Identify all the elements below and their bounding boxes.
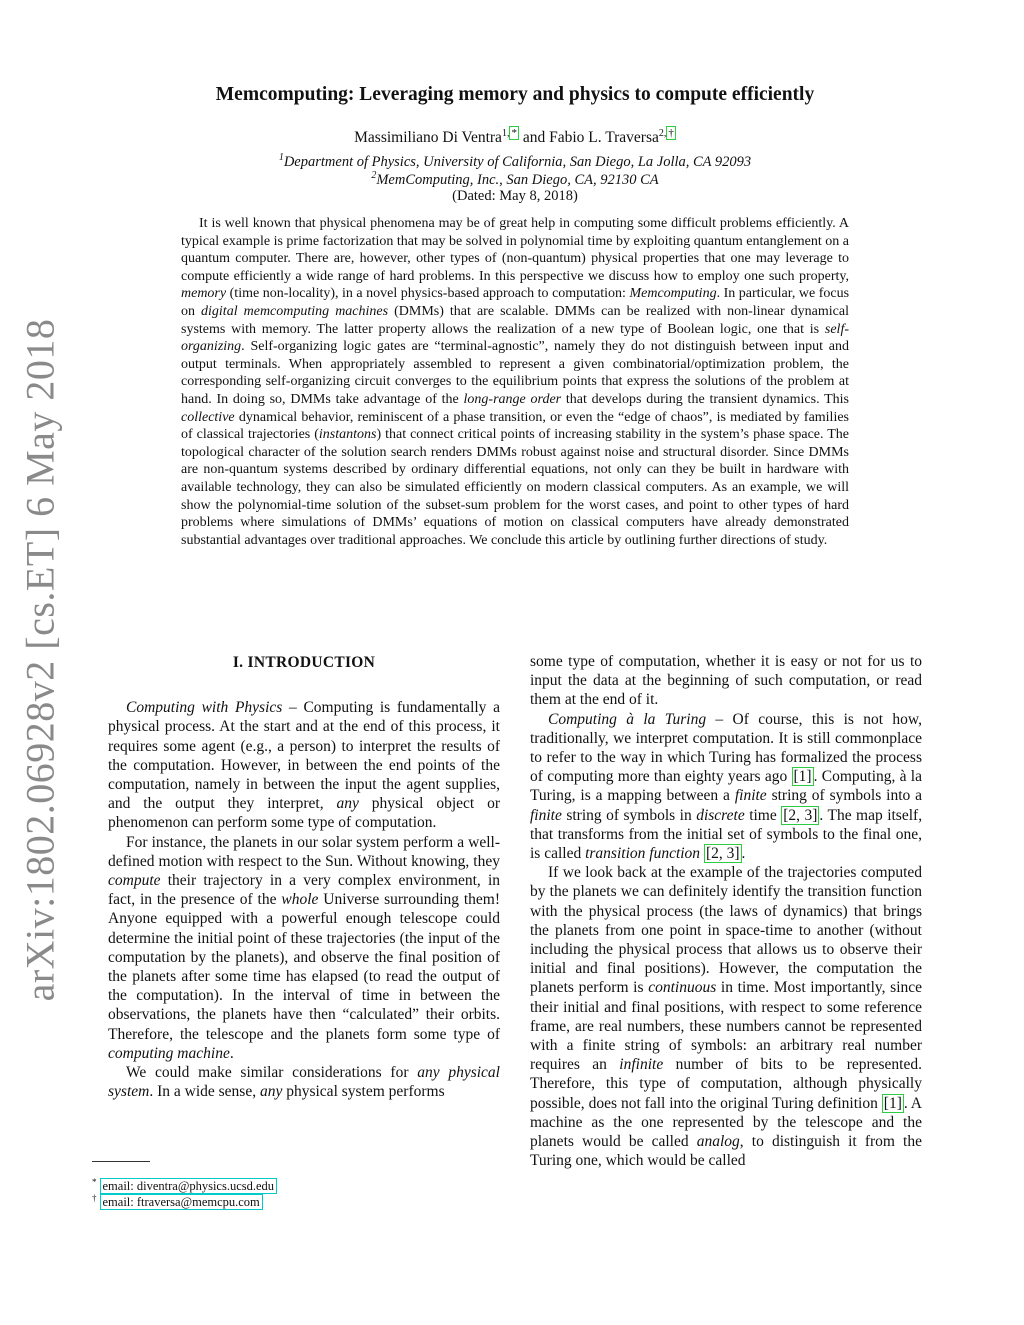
intro-paragraph-3 [108,1063,500,1101]
citation-link[interactable]: [1] [883,1094,902,1112]
intro-paragraph-1 [108,698,500,832]
abstract-emph: Memcomputing [629,286,717,302]
abstract-text: (time non-locality), in a novel physics-based approach to computation: [229,286,626,302]
paper-title: Memcomputing: Leveraging memory and physics to compute efficiently [215,84,815,105]
abstract [181,215,849,549]
continued-paragraph: some type of computation, whether it is easy or not for us to input the data at the beginning of such computation, or read them at the end of it. [530,653,922,709]
affiliation-1-text: Department of Physics, University of California, San Diego, La Jolla, CA 92093 [283,153,752,170]
footnote-1 [92,1177,277,1194]
dated-line: (Dated: May 8, 2018) [452,188,578,204]
author-1-affil: 1, [501,128,510,139]
body-emph: transition function [585,845,701,863]
author-and: and [522,129,546,147]
footnote-rule [92,1161,150,1162]
citation-link[interactable]: [2, 3] [783,806,818,824]
body-text: Of course, this is not how, traditionally, we interpret computation. It is still commonplace to refer to the way in which Turing has formalized the process of computing more than eighty years ago [530,710,922,786]
paragraph-lead: Computing à la Turing [548,710,707,728]
body-emph: finite [734,787,767,805]
left-column [108,653,500,1101]
analog-paragraph [530,863,922,1170]
body-text: . [741,845,746,863]
lead-dash: – [706,710,733,728]
affiliation-2-text: MemComputing, Inc., San Diego, CA, 92130 CA [376,171,659,188]
body-text: Universe surrounding them! Anyone equipped with a powerful enough telescope could determine the initial point of these trajectories (the input of the computation by the planets), and observe the final position of the planets after some time has elapsed (to read the output of the computation). In the interval of time in between the observations, the planets have then “calculated” their orbits. Therefore, the telescope and the planets form some type of [108,891,501,1043]
affiliation-2 [120,170,910,189]
abstract-emph: digital memcomputing machines [201,303,389,319]
body-text: . Computing, à la Turing, is a mapping between a [530,768,922,805]
body-text: We could make similar considerations for [126,1064,409,1082]
body-emph: computing machine [108,1044,230,1062]
body-emph: analog [696,1133,740,1151]
body-text: Computing is fundamentally a physical process. At the start and at the end of this process, it requires some agent (e.g., a person) to interpret the results of the computation. However, in between the end points of the computation, namely in between the input the agent supplies, and the output they interpret, [108,699,500,813]
body-emph: finite [530,806,562,824]
body-text: their trajectory in a very complex environment, in fact, in the presence of the [108,872,501,909]
abstract-text: It is well known that physical phenomena may be of great help in computing some difficult problems efficiently. A typical example is prime factorization that may be solved in polynomial time by exploiting quantum entanglement on a quantum computer. There are, however, other types of (non-quantum) physical properties that one may leverage to compute efficiently a wide range of hard problems. In this perspective we discuss how to employ one such property, [181,216,849,284]
body-text: in time. Most importantly, since their initial and final positions, with respect to some reference frame, are real numbers, these numbers cannot be represented with a finite string of symbols: an arbitrary real number requires an [530,979,923,1074]
section-heading-introduction: I. INTRODUCTION [232,654,376,671]
abstract-emph: long-range order [463,391,562,407]
author-1-footnote-link[interactable]: * [511,127,517,139]
body-text: . [229,1044,234,1062]
body-emph: any physical system [108,1064,500,1101]
body-emph: any [336,795,359,813]
paragraph-lead: Computing with Physics [126,699,283,717]
body-emph: continuous [648,979,717,997]
body-emph: any [259,1083,283,1101]
email-link-2[interactable]: email: ftraversa@memcpu.com [100,1194,263,1210]
body-text: , to distinguish it from the Turing one, which would be called [530,1133,922,1170]
affiliation-2-number: 2 [371,170,377,181]
body-text: physical system performs [286,1083,445,1101]
abstract-paragraph [181,215,849,549]
footnote-1-mark: * [92,1177,97,1187]
abstract-text: . Self-organizing logic gates are “terminal-agnostic”, namely they do not distinguish between input and output terminals. When appropriately assembled to represent a given combinatorial/optimization problem, the corresponding self-organizing circuit converges to the equilibrium points that express the solutions of the problem at hand. In doing so, DMMs take advantage of the [181,339,849,407]
author-2-footnote-link[interactable]: † [668,127,674,139]
body-text: If we look back at the example of the trajectories computed by the planets we can definitely identify the transition function with the physical process (the laws of dynamics) that brings the planets from one point in space-time to another (without including the physical process that allows us to observe their initial and final positions). However, the computation the planets perform is [530,864,922,997]
author-line [120,127,910,147]
author-2: Fabio L. Traversa [549,129,659,147]
lead-dash: – [282,699,304,717]
body-emph: infinite [619,1056,664,1074]
arxiv-identifier: arXiv:1802.06928v2 [cs.ET] 6 May 2018 [17,318,63,1002]
abstract-text: that develops during the transient dynamics. This [565,391,850,407]
abstract-text: . In particular, we focus on [181,286,850,319]
email-link-1[interactable]: email: diventra@physics.ucsd.edu [100,1178,278,1194]
affiliation-1 [120,152,910,171]
arxiv-sidebar [17,318,63,1002]
right-column [530,652,922,1170]
body-emph: compute [108,872,161,890]
author-1: Massimiliano Di Ventra [354,129,502,147]
abstract-emph: self-organizing [181,321,849,355]
body-text: string of symbols into a [771,787,923,805]
body-emph: discrete [696,806,745,824]
abstract-text: (DMMs) that are scalable. DMMs can be realized with non-linear dynamical systems with memory. The latter property allows the realization of a new type of Boolean logic, one that is [181,303,849,337]
abstract-emph: instantons [318,427,377,443]
citation-link[interactable]: [1] [793,768,812,786]
body-text: . A machine as the one represented by the telescope and the planets would be called [530,1094,922,1151]
footnote-2 [92,1193,263,1210]
body-text: string of symbols in [566,806,692,824]
body-emph: whole [281,891,319,909]
body-text: time [749,806,777,824]
body-text: . In a wide sense, [149,1083,257,1101]
abstract-text: dynamical behavior, reminiscent of a phase transition, or even the “edge of chaos”, is mediated by families of classical trajectories ( [181,409,849,443]
abstract-emph: collective [181,409,235,425]
body-text: number of bits to be represented. Therefore, this type of computation, although physically possible, does not fall into the original Turing definition [530,1056,922,1112]
turing-paragraph [530,710,922,864]
body-text: . The map itself, that transforms from the initial set of symbols to the final one, is called [530,806,923,863]
abstract-emph: memory [181,286,227,302]
affiliation-1-number: 1 [278,152,284,163]
body-text: physical object or phenomenon can perform some type of computation. [108,795,501,832]
citation-link[interactable]: [2, 3] [705,845,740,863]
footnote-2-mark: † [92,1193,97,1203]
author-2-affil: 2, [658,128,667,139]
abstract-text: ) that connect critical points of increasing stability in the system’s phase space. The topological character of the solution search renders DMMs robust against noise and structural disorder. Since DMMs are non-quantum systems described by ordinary differential equations, not only can they be built in hardware with available technology, they can also be simulated efficiently on modern classical computers. As an example, we will show the polynomial-time solution of the subset-sum problem for the worst cases, and point to other types of hard problems where simulations of DMMs’ equations of motion on classical computers have already demonstrated substantial advantages over traditional approaches. We conclude this article by outlining further directions of study. [181,427,850,548]
body-text: For instance, the planets in our solar system perform a well-defined motion with respect to the Sun. Without knowing, they [108,833,500,870]
intro-paragraph-2 [108,833,500,1063]
